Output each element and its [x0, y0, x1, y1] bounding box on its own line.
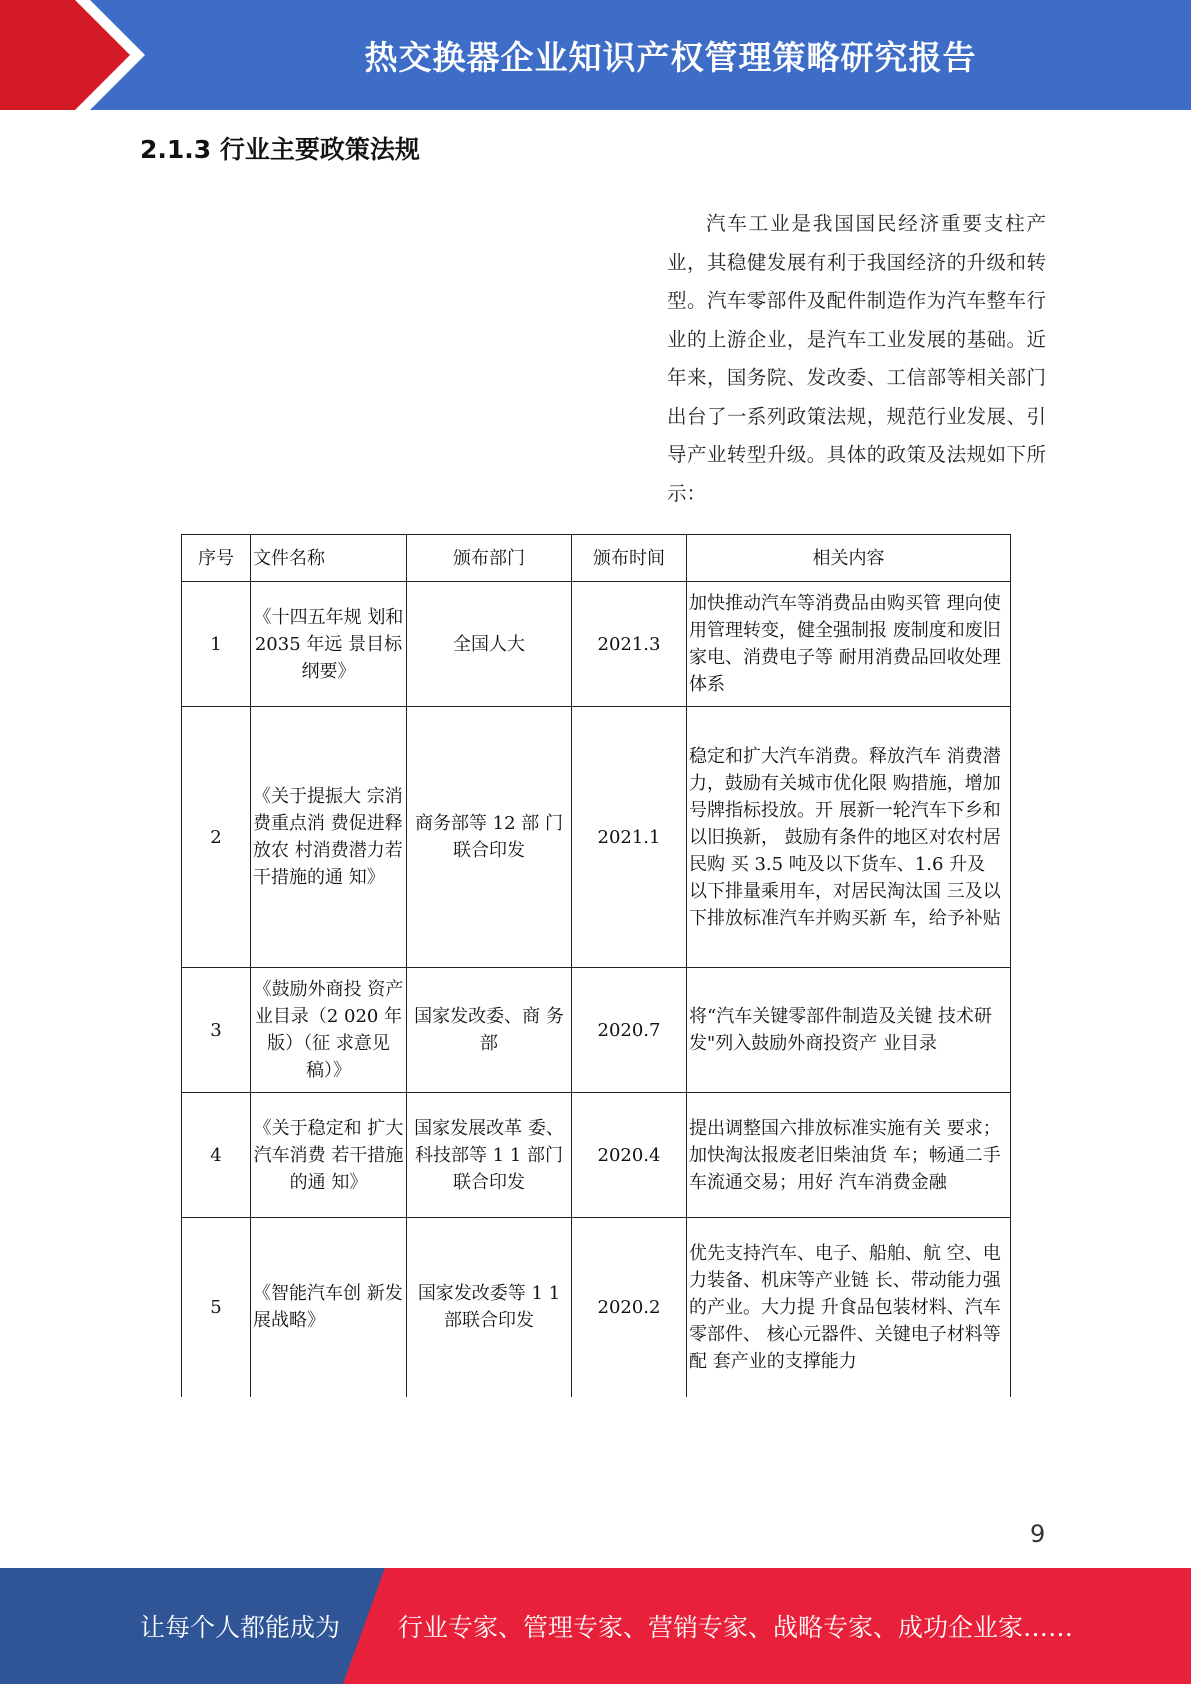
- row-content: 加快推动汽车等消费品由购买管 理向使用管理转变，健全强制报 废制度和废旧家电、消费电子等 耐用消费品回收处理体系: [687, 582, 1011, 707]
- row-name: 《鼓励外商投 资产业目录（2 020 年版）（征 求意见稿）》: [251, 968, 407, 1093]
- row-name: 《智能汽车创 新发展战略》: [251, 1218, 407, 1397]
- row-no: 2: [182, 707, 251, 968]
- table-row: [182, 968, 1011, 1093]
- row-name: 《十四五年规 划和 2035 年远 景目标纲要》: [251, 582, 407, 707]
- row-date: 2021.1: [572, 707, 687, 968]
- row-no: 3: [182, 968, 251, 1093]
- row-dept: 国家发展改革 委、科技部等 1 1 部门联合印发: [407, 1093, 572, 1218]
- table-row: [182, 582, 1011, 707]
- header-no: 序号: [182, 535, 251, 582]
- header-content: 相关内容: [687, 535, 1011, 582]
- row-dept: 国家发改委、商 务部: [407, 968, 572, 1093]
- row-content: 提出调整国六排放标准实施有关 要求；加快淘汰报废老旧柴油货 车；畅通二手车流通交易；用好 汽车消费金融: [687, 1093, 1011, 1218]
- header-date: 颁布时间: [572, 535, 687, 582]
- row-dept: 商务部等 12 部 门联合印发: [407, 707, 572, 968]
- table-row: [182, 1093, 1011, 1218]
- header-arrow-graphic: [0, 0, 160, 110]
- row-date: 2020.4: [572, 1093, 687, 1218]
- footer-slogan-left: 让每个人都能成为: [140, 1613, 341, 1642]
- table-row: [182, 707, 1011, 968]
- row-date: 2020.7: [572, 968, 687, 1093]
- header-name: 文件名称: [251, 535, 407, 582]
- row-dept: 全国人大: [407, 582, 572, 707]
- row-name: 《关于提振大 宗消费重点消 费促进释放农 村消费潜力若 干措施的通 知》: [251, 707, 407, 968]
- section-heading: 2.1.3 行业主要政策法规: [140, 135, 420, 164]
- row-content: 优先支持汽车、电子、船舶、航 空、电力装备、机床等产业链 长、带动能力强的产业。大力提 升食品包装材料、汽车零部件、 核心元器件、关键电子材料等配 套产业的支撑能力: [687, 1218, 1011, 1397]
- policy-table: [181, 534, 1011, 1397]
- row-no: 1: [182, 582, 251, 707]
- report-title: 热交换器企业知识产权管理策略研究报告: [364, 37, 977, 77]
- row-no: 4: [182, 1093, 251, 1218]
- footer-slogan-right: 行业专家、管理专家、营销专家、战略专家、成功企业家……: [398, 1613, 1074, 1642]
- row-name: 《关于稳定和 扩大汽车消费 若干措施的通 知》: [251, 1093, 407, 1218]
- page-footer: [0, 1568, 1191, 1684]
- header-dept: 颁布部门: [407, 535, 572, 582]
- page-number: 9: [1030, 1520, 1046, 1548]
- row-content: 将“汽车关键零部件制造及关键 技术研发"列入鼓励外商投资产 业目录: [687, 968, 1011, 1093]
- row-no: 5: [182, 1218, 251, 1397]
- page-header: [0, 0, 1191, 110]
- row-content: 稳定和扩大汽车消费。释放汽车 消费潜力，鼓励有关城市优化限 购措施，增加号牌指标投放。开 展新一轮汽车下乡和以旧换新， 鼓励有条件的地区对农村居民购 买 3.5 吨及以下货车、1.6 升及 以下排量乘用车，对居民淘汰国 三及以下排放标准汽车并购买新 车，给予补贴: [687, 707, 1011, 968]
- table-row: [182, 1218, 1011, 1397]
- row-dept: 国家发改委等 1 1 部联合印发: [407, 1218, 572, 1397]
- intro-paragraph: 汽车工业是我国国民经济重要支柱产业，其稳健发展有利于我国经济的升级和转型。汽车零部件及配件制造作为汽车整车行业的上游企业，是汽车工业发展的基础。近年来，国务院、发改委、工信部等相关部门出台了一系列政策法规，规范行业发展、引导产业转型升级。具体的政策及法规如下所示：: [667, 212, 1046, 505]
- table-header-row: [182, 535, 1011, 582]
- row-date: 2020.2: [572, 1218, 687, 1397]
- row-date: 2021.3: [572, 582, 687, 707]
